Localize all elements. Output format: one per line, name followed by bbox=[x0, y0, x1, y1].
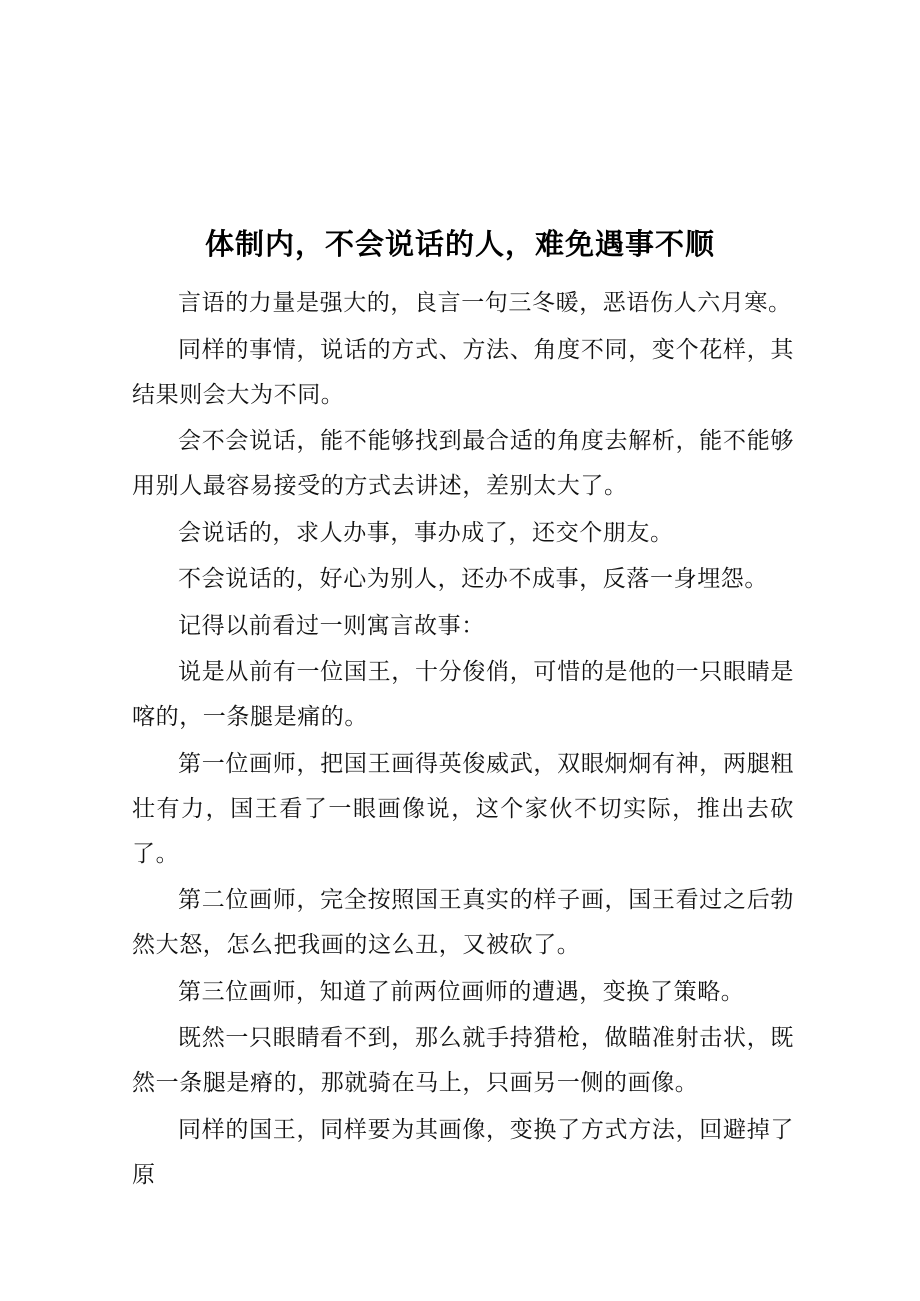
paragraph: 记得以前看过一则寓言故事： bbox=[178, 612, 485, 639]
paragraph: 第三位画师，知道了前两位画师的遭遇，变换了策略。 bbox=[178, 978, 745, 1005]
paragraph: 说是从前有一位国王，十分俊俏，可惜的是他的一只眼睛是喀的，一条腿是痛的。 bbox=[132, 659, 794, 730]
paragraph: 会不会说话，能不能够找到最合适的角度去解析，能不能够用别人最容易接受的方式去讲述，差别太大了。 bbox=[132, 428, 794, 499]
document-title: 体制内，不会说话的人，难免遇事不顺 bbox=[204, 227, 715, 261]
document-body bbox=[132, 281, 794, 1199]
paragraph: 第二位画师，完全按照国王真实的样子画，国王看过之后勃然大怒，怎么把我画的这么丑，又被砍了。 bbox=[132, 887, 794, 958]
paragraph: 既然一只眼睛看不到，那么就手持猎枪，做瞄准射击状，既然一条腿是瘠的，那就骑在马上，只画另一侧的画像。 bbox=[132, 1025, 794, 1096]
paragraph: 第一位画师，把国王画得英俊威武，双眼炯炯有神，两腿粗壮有力，国王看了一眼画像说，这个家伙不切实际，推出去砍了。 bbox=[132, 750, 794, 867]
paragraph: 同样的国王，同样要为其画像，变换了方式方法，回避掉了原 bbox=[132, 1116, 794, 1188]
paragraph: 会说话的，求人办事，事办成了，还交个朋友。 bbox=[178, 519, 674, 546]
paragraph: 言语的力量是强大的，良言一句三冬暖，恶语伤人六月寒。 bbox=[178, 290, 792, 316]
paragraph: 不会说话的，好心为别人，还办不成事，反落一身埋怨。 bbox=[178, 566, 768, 592]
paragraph: 同样的事情，说话的方式、方法、角度不同，变个花样，其结果则会大为不同。 bbox=[132, 336, 794, 408]
